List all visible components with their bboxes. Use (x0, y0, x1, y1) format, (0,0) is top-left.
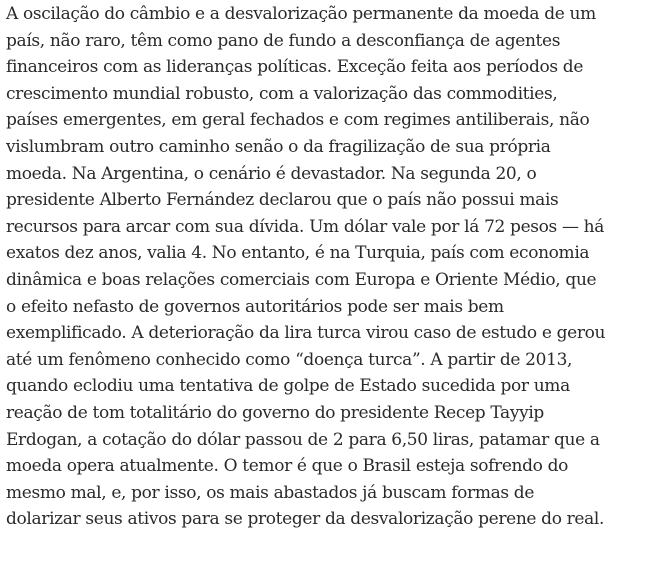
paragraph-line: mesmo mal, e, por isso, os mais abastados já buscam formas de (6, 482, 535, 503)
paragraph-line: exatos dez anos, valia 4. No entanto, é na Turquia, país com economia (6, 243, 590, 264)
paragraph-line: país, não raro, têm como pano de fundo a desconfiança de agentes (6, 30, 561, 51)
paragraph-line: moeda. Na Argentina, o cenário é devastador. Na segunda 20, o (6, 163, 537, 184)
paragraph-line: moeda opera atualmente. O temor é que o Brasil esteja sofrendo do (6, 456, 569, 477)
paragraph-line: A oscilação do câmbio e a desvalorização permanente da moeda de um (6, 4, 596, 24)
paragraph-line: vislumbram outro caminho senão o da fragilização de sua própria (6, 136, 551, 157)
paragraph-line: crescimento mundial robusto, com a valorização das commodities, (6, 83, 558, 104)
paragraph-line: dolarizar seus ativos para se proteger da desvalorização perene do real. (6, 509, 605, 530)
paragraph-line: dinâmica e boas relações comerciais com Europa e Oriente Médio, que (6, 269, 597, 290)
paragraph-line: recursos para arcar com sua dívida. Um dólar vale por lá 72 pesos — há (6, 216, 605, 237)
paragraph-line: países emergentes, em geral fechados e com regimes antiliberais, não (6, 110, 590, 131)
paragraph-line: presidente Alberto Fernández declarou que o país não possui mais (6, 190, 559, 211)
paragraph-line: financeiros com as lideranças políticas. Exceção feita aos períodos de (6, 57, 584, 78)
paragraph-line: reação de tom totalitário do governo do presidente Recep Tayyip (6, 402, 544, 423)
paragraph-line: exemplificado. A deterioração da lira turca virou caso de estudo e gerou (6, 323, 606, 344)
paragraph-line: Erdogan, a cotação do dólar passou de 2 para 6,50 liras, patamar que a (6, 429, 600, 450)
paragraph-line: quando eclodiu uma tentativa de golpe de Estado sucedida por uma (6, 376, 570, 397)
paragraph-line: até um fenômeno conhecido como “doença turca”. A partir de 2013, (6, 349, 573, 370)
paragraph-line: o efeito nefasto de governos autoritários pode ser mais bem (6, 296, 504, 317)
